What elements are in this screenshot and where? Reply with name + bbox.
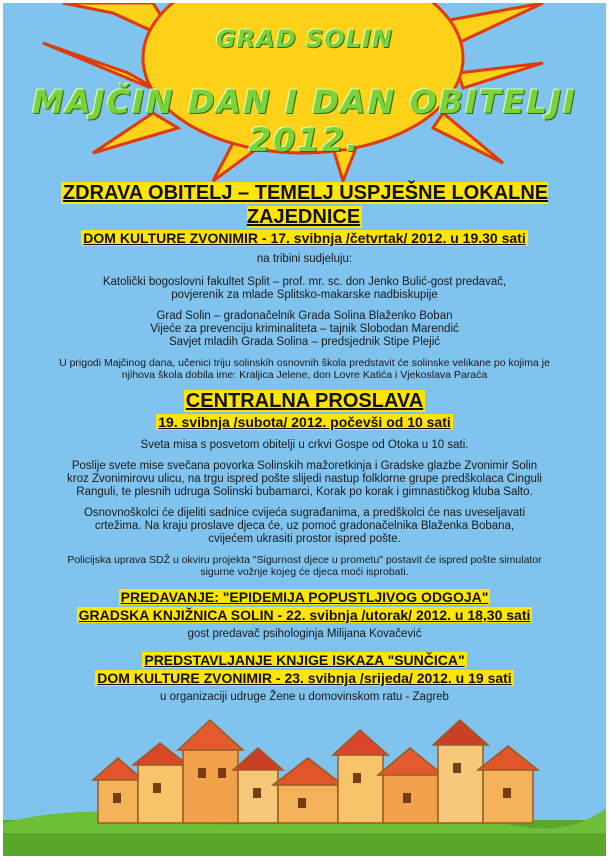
book-organizer: u organizaciji udruge Žene u domovinskom ratu - Zagreb: [160, 691, 449, 703]
event1-title: ZDRAVA OBITELJ – TEMELJ USPJEŠNE LOKALNE ZAJEDNICE: [62, 182, 549, 228]
central-parade: Ranguli, te plesnih udruga Solinski bubamarci, Korak po korak i gimnastičkog kluba Salto.: [76, 486, 533, 498]
speaker-line: povjerenik za mlade Splitsko-makarske nadbiskupije: [171, 289, 438, 301]
central-parade: kroz Zvonimirovu ulicu, na trgu ispred pošte slijedi nastup folklorne grupe predškolaca Cinguli: [67, 473, 542, 485]
event1-note: U prigodi Majčinog dana, učenici triju solinskih osnovnih škola predstavit će solinske velikane po kojima je: [59, 357, 550, 369]
event1-note: njihova škola dobila ime: Kraljica Jelene, don Lovre Katića i Vjekoslava Paraća: [121, 369, 488, 381]
event-program: [3, 181, 606, 704]
event1-intro: na tribini sudjeluju:: [256, 253, 353, 265]
town-name: GRAD SOLIN: [215, 25, 394, 53]
central-kids: cvijećem ukrasiti prostor ispred pošte.: [208, 533, 401, 545]
central-police: Policijska uprava SDŽ u okviru projekta "Sigurnost djece u prometu" postavit će ispred pošte simulator: [67, 554, 542, 566]
event1-venue: DOM KULTURE ZVONIMIR - 17. svibnja /četvrtak/ 2012. u 19.30 sati: [83, 230, 526, 246]
central-police: sigurne vožnje kojeg će djeca moći isprobati.: [200, 566, 409, 578]
central-kids: Osnovnoškolci će dijeliti sadnice cvijeća sugrađanima, a predškolci će nas uveseljavati: [83, 507, 526, 519]
speaker-line: Vijeće za prevenciju kriminaliteta – tajnik Slobodan Marendić: [150, 323, 459, 335]
book-title: PREDSTAVLJANJE KNJIGE ISKAZA "SUNČICA": [144, 652, 465, 668]
lecture-venue: GRADSKA KNJIŽNICA SOLIN - 22. svibnja /utorak/ 2012. u 18,30 sati: [78, 607, 531, 623]
central-date: 19. svibnja /subota/ 2012. počevši od 10 sati: [158, 414, 451, 430]
speaker-line: Grad Solin – gradonačelnik Grada Solina Blaženko Boban: [156, 310, 453, 322]
lecture-title: PREDAVANJE: "EPIDEMIJA POPUSTLJIVOG ODGOJA": [120, 589, 489, 605]
town-illustration: [3, 708, 606, 856]
speaker-line: Katolički bogoslovni fakultet Split – prof. mr. sc. don Jenko Bulić-gost predavač,: [102, 276, 507, 288]
central-mass: Sveta misa s posvetom obitelji u crkvi Gospe od Otoka u 10 sati.: [140, 439, 469, 451]
central-title: CENTRALNA PROSLAVA: [185, 390, 424, 412]
central-kids: crtežima. Na kraju proslave djeca će, uz pomoć gradonačelnika Blaženka Bobana,: [94, 520, 515, 532]
lecture-guest: gost predavač psihologinja Milijana Kovačević: [187, 628, 422, 640]
central-parade: Poslije svete mise svečana povorka Solinskih mažoretkinja i Gradske glazbe Zvonimir Solin: [71, 460, 538, 472]
main-title: MAJČIN DAN I DAN OBITELJI 2012.: [32, 83, 577, 159]
speaker-line: Savjet mladih Grada Solina – predsjednik Stipe Plejić: [168, 336, 441, 348]
poster: [3, 3, 606, 856]
book-venue: DOM KULTURE ZVONIMIR - 23. svibnja /srijeda/ 2012. u 19 sati: [97, 670, 512, 686]
